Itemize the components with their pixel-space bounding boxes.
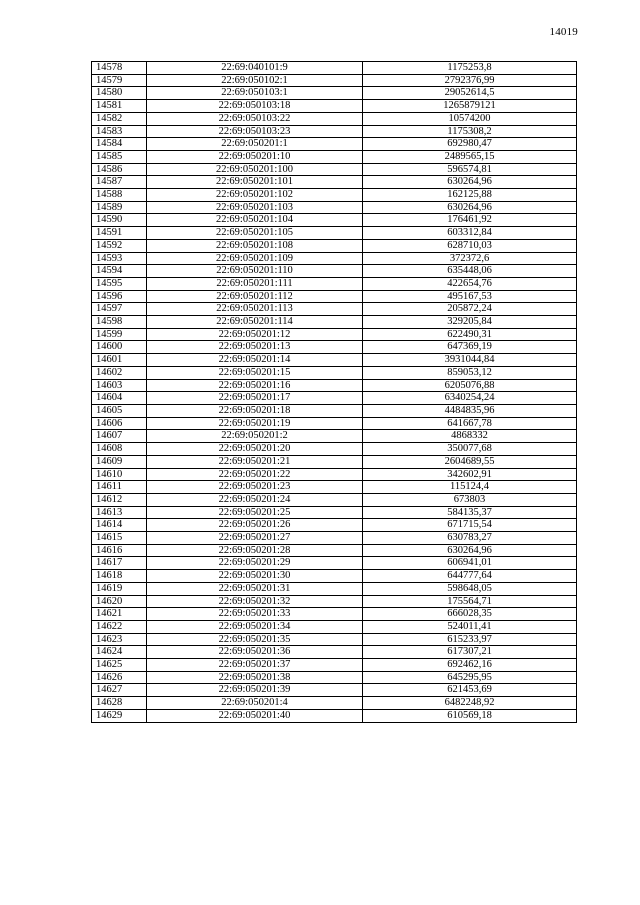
cadastral-number-cell: 22:69:050102:1 xyxy=(147,74,363,87)
cadastral-number-cell: 22:69:050201:114 xyxy=(147,316,363,329)
row-number-cell: 14581 xyxy=(92,100,147,113)
table-row xyxy=(92,532,577,545)
cadastral-value-cell: 584135,37 xyxy=(363,506,577,519)
row-number-cell: 14613 xyxy=(92,506,147,519)
cadastral-value-cell: 859053,12 xyxy=(363,366,577,379)
cadastral-number-cell: 22:69:050201:105 xyxy=(147,227,363,240)
cadastral-value-cell: 115124,4 xyxy=(363,481,577,494)
cadastral-number-cell: 22:69:050201:30 xyxy=(147,570,363,583)
cadastral-number-cell: 22:69:050201:40 xyxy=(147,709,363,722)
table-row xyxy=(92,430,577,443)
row-number-cell: 14587 xyxy=(92,176,147,189)
cadastral-number-cell: 22:69:050201:39 xyxy=(147,684,363,697)
cadastral-value-cell: 422654,76 xyxy=(363,277,577,290)
cadastral-value-cell: 495167,53 xyxy=(363,290,577,303)
row-number-cell: 14620 xyxy=(92,595,147,608)
cadastral-value-cell: 630783,27 xyxy=(363,532,577,545)
table-row xyxy=(92,570,577,583)
cadastral-number-cell: 22:69:050201:36 xyxy=(147,646,363,659)
cadastral-value-cell: 1175253,8 xyxy=(363,62,577,75)
table-row xyxy=(92,633,577,646)
cadastral-value-cell: 692462,16 xyxy=(363,659,577,672)
cadastral-value-cell: 615233,97 xyxy=(363,633,577,646)
cadastral-number-cell: 22:69:050201:20 xyxy=(147,443,363,456)
table-row xyxy=(92,646,577,659)
row-number-cell: 14611 xyxy=(92,481,147,494)
row-number-cell: 14580 xyxy=(92,87,147,100)
row-number-cell: 14609 xyxy=(92,455,147,468)
table-row xyxy=(92,392,577,405)
row-number-cell: 14606 xyxy=(92,417,147,430)
cadastral-value-cell: 2792376,99 xyxy=(363,74,577,87)
cadastral-value-cell: 628710,03 xyxy=(363,239,577,252)
row-number-cell: 14624 xyxy=(92,646,147,659)
table-row xyxy=(92,659,577,672)
cadastral-value-cell: 603312,84 xyxy=(363,227,577,240)
cadastral-number-cell: 22:69:050201:10 xyxy=(147,150,363,163)
cadastral-number-cell: 22:69:050201:4 xyxy=(147,697,363,710)
row-number-cell: 14625 xyxy=(92,659,147,672)
cadastral-number-cell: 22:69:050201:2 xyxy=(147,430,363,443)
table-row xyxy=(92,671,577,684)
cadastral-value-cell: 29052614,5 xyxy=(363,87,577,100)
table-row xyxy=(92,379,577,392)
cadastral-value-cell: 635448,06 xyxy=(363,265,577,278)
table-row xyxy=(92,100,577,113)
row-number-cell: 14626 xyxy=(92,671,147,684)
table-row xyxy=(92,252,577,265)
table-row xyxy=(92,582,577,595)
table-row xyxy=(92,87,577,100)
table-row xyxy=(92,709,577,722)
page-number: 14019 xyxy=(549,26,578,38)
row-number-cell: 14601 xyxy=(92,354,147,367)
table-row xyxy=(92,303,577,316)
cadastral-number-cell: 22:69:050201:28 xyxy=(147,544,363,557)
row-number-cell: 14600 xyxy=(92,341,147,354)
cadastral-number-cell: 22:69:050201:24 xyxy=(147,493,363,506)
cadastral-value-cell: 644777,64 xyxy=(363,570,577,583)
cadastral-number-cell: 22:69:050201:100 xyxy=(147,163,363,176)
table-row xyxy=(92,138,577,151)
table-row xyxy=(92,214,577,227)
cadastral-value-cell: 671715,54 xyxy=(363,519,577,532)
table-row xyxy=(92,74,577,87)
cadastral-number-cell: 22:69:050201:22 xyxy=(147,468,363,481)
row-number-cell: 14586 xyxy=(92,163,147,176)
table-row xyxy=(92,404,577,417)
cadastral-number-cell: 22:69:050201:29 xyxy=(147,557,363,570)
row-number-cell: 14579 xyxy=(92,74,147,87)
cadastral-value-cell: 176461,92 xyxy=(363,214,577,227)
cadastral-number-cell: 22:69:050201:31 xyxy=(147,582,363,595)
row-number-cell: 14589 xyxy=(92,201,147,214)
cadastral-number-cell: 22:69:050201:23 xyxy=(147,481,363,494)
table-row xyxy=(92,316,577,329)
row-number-cell: 14592 xyxy=(92,239,147,252)
cadastral-value-cell: 2489565,15 xyxy=(363,150,577,163)
table-row xyxy=(92,189,577,202)
cadastral-value-cell: 4868332 xyxy=(363,430,577,443)
row-number-cell: 14594 xyxy=(92,265,147,278)
row-number-cell: 14595 xyxy=(92,277,147,290)
cadastral-number-cell: 22:69:050201:16 xyxy=(147,379,363,392)
row-number-cell: 14591 xyxy=(92,227,147,240)
table-row xyxy=(92,341,577,354)
cadastral-value-cell: 598648,05 xyxy=(363,582,577,595)
row-number-cell: 14619 xyxy=(92,582,147,595)
cadastral-value-cell: 350077,68 xyxy=(363,443,577,456)
cadastral-value-cell: 3931044,84 xyxy=(363,354,577,367)
row-number-cell: 14607 xyxy=(92,430,147,443)
table-row xyxy=(92,620,577,633)
row-number-cell: 14614 xyxy=(92,519,147,532)
cadastral-value-cell: 175564,71 xyxy=(363,595,577,608)
row-number-cell: 14590 xyxy=(92,214,147,227)
cadastral-value-cell: 647369,19 xyxy=(363,341,577,354)
row-number-cell: 14593 xyxy=(92,252,147,265)
table-row xyxy=(92,150,577,163)
cadastral-number-cell: 22:69:050103:18 xyxy=(147,100,363,113)
cadastral-number-cell: 22:69:050201:32 xyxy=(147,595,363,608)
table-body xyxy=(92,62,577,723)
table-row xyxy=(92,290,577,303)
cadastral-value-cell: 692980,47 xyxy=(363,138,577,151)
cadastral-value-cell: 630264,96 xyxy=(363,176,577,189)
row-number-cell: 14602 xyxy=(92,366,147,379)
cadastral-number-cell: 22:69:050201:110 xyxy=(147,265,363,278)
table-row xyxy=(92,595,577,608)
cadastral-number-cell: 22:69:050201:13 xyxy=(147,341,363,354)
row-number-cell: 14584 xyxy=(92,138,147,151)
row-number-cell: 14585 xyxy=(92,150,147,163)
table-row xyxy=(92,328,577,341)
row-number-cell: 14596 xyxy=(92,290,147,303)
cadastral-number-cell: 22:69:050201:21 xyxy=(147,455,363,468)
table-row xyxy=(92,125,577,138)
table-row xyxy=(92,455,577,468)
table-row xyxy=(92,684,577,697)
table-row xyxy=(92,277,577,290)
row-number-cell: 14588 xyxy=(92,189,147,202)
cadastral-number-cell: 22:69:050201:33 xyxy=(147,608,363,621)
cadastral-number-cell: 22:69:050201:113 xyxy=(147,303,363,316)
table-row xyxy=(92,417,577,430)
cadastral-value-cell: 606941,01 xyxy=(363,557,577,570)
row-number-cell: 14578 xyxy=(92,62,147,75)
table-row xyxy=(92,176,577,189)
row-number-cell: 14621 xyxy=(92,608,147,621)
table-row xyxy=(92,506,577,519)
cadastral-number-cell: 22:69:050201:104 xyxy=(147,214,363,227)
table-row xyxy=(92,557,577,570)
table-row xyxy=(92,481,577,494)
cadastral-number-cell: 22:69:050201:17 xyxy=(147,392,363,405)
row-number-cell: 14583 xyxy=(92,125,147,138)
row-number-cell: 14605 xyxy=(92,404,147,417)
cadastral-value-cell: 641667,78 xyxy=(363,417,577,430)
cadastral-number-cell: 22:69:050103:1 xyxy=(147,87,363,100)
row-number-cell: 14615 xyxy=(92,532,147,545)
table-row xyxy=(92,519,577,532)
cadastral-number-cell: 22:69:050201:111 xyxy=(147,277,363,290)
cadastral-number-cell: 22:69:050201:12 xyxy=(147,328,363,341)
table-row xyxy=(92,608,577,621)
cadastral-number-cell: 22:69:050201:102 xyxy=(147,189,363,202)
row-number-cell: 14617 xyxy=(92,557,147,570)
cadastral-value-cell: 666028,35 xyxy=(363,608,577,621)
cadastral-value-cell: 630264,96 xyxy=(363,201,577,214)
row-number-cell: 14608 xyxy=(92,443,147,456)
table-row xyxy=(92,354,577,367)
cadastral-number-cell: 22:69:050201:1 xyxy=(147,138,363,151)
cadastral-number-cell: 22:69:050201:26 xyxy=(147,519,363,532)
cadastral-number-cell: 22:69:050201:38 xyxy=(147,671,363,684)
cadastral-number-cell: 22:69:050201:109 xyxy=(147,252,363,265)
table-row xyxy=(92,544,577,557)
cadastral-number-cell: 22:69:050201:108 xyxy=(147,239,363,252)
row-number-cell: 14582 xyxy=(92,112,147,125)
cadastral-value-cell: 1265879121 xyxy=(363,100,577,113)
cadastral-value-cell: 329205,84 xyxy=(363,316,577,329)
row-number-cell: 14599 xyxy=(92,328,147,341)
cadastral-value-cell: 372372,6 xyxy=(363,252,577,265)
cadastral-number-cell: 22:69:050201:27 xyxy=(147,532,363,545)
table-row xyxy=(92,366,577,379)
table-row xyxy=(92,62,577,75)
cadastral-value-cell: 6340254,24 xyxy=(363,392,577,405)
table-row xyxy=(92,239,577,252)
cadastral-value-cell: 630264,96 xyxy=(363,544,577,557)
row-number-cell: 14598 xyxy=(92,316,147,329)
cadastral-value-cell: 6205076,88 xyxy=(363,379,577,392)
table-row xyxy=(92,468,577,481)
table-row xyxy=(92,697,577,710)
table-row xyxy=(92,265,577,278)
cadastral-number-cell: 22:69:050201:34 xyxy=(147,620,363,633)
table-row xyxy=(92,201,577,214)
cadastral-number-cell: 22:69:050201:25 xyxy=(147,506,363,519)
cadastral-value-cell: 673803 xyxy=(363,493,577,506)
cadastral-value-table xyxy=(91,61,577,723)
cadastral-value-cell: 4484835,96 xyxy=(363,404,577,417)
row-number-cell: 14604 xyxy=(92,392,147,405)
cadastral-number-cell: 22:69:050201:101 xyxy=(147,176,363,189)
cadastral-number-cell: 22:69:050103:23 xyxy=(147,125,363,138)
cadastral-value-cell: 621453,69 xyxy=(363,684,577,697)
cadastral-number-cell: 22:69:050201:103 xyxy=(147,201,363,214)
cadastral-value-cell: 622490,31 xyxy=(363,328,577,341)
cadastral-number-cell: 22:69:050201:37 xyxy=(147,659,363,672)
row-number-cell: 14616 xyxy=(92,544,147,557)
cadastral-number-cell: 22:69:040101:9 xyxy=(147,62,363,75)
cadastral-value-cell: 645295,95 xyxy=(363,671,577,684)
row-number-cell: 14610 xyxy=(92,468,147,481)
cadastral-value-cell: 524011,41 xyxy=(363,620,577,633)
cadastral-value-cell: 162125,88 xyxy=(363,189,577,202)
row-number-cell: 14622 xyxy=(92,620,147,633)
cadastral-value-cell: 10574200 xyxy=(363,112,577,125)
cadastral-number-cell: 22:69:050201:14 xyxy=(147,354,363,367)
row-number-cell: 14628 xyxy=(92,697,147,710)
cadastral-value-cell: 205872,24 xyxy=(363,303,577,316)
cadastral-value-cell: 596574,81 xyxy=(363,163,577,176)
cadastral-value-cell: 1175308,2 xyxy=(363,125,577,138)
cadastral-number-cell: 22:69:050201:35 xyxy=(147,633,363,646)
cadastral-value-cell: 342602,91 xyxy=(363,468,577,481)
cadastral-number-cell: 22:69:050103:22 xyxy=(147,112,363,125)
table-row xyxy=(92,163,577,176)
cadastral-number-cell: 22:69:050201:15 xyxy=(147,366,363,379)
cadastral-number-cell: 22:69:050201:112 xyxy=(147,290,363,303)
cadastral-value-cell: 610569,18 xyxy=(363,709,577,722)
row-number-cell: 14627 xyxy=(92,684,147,697)
table-row xyxy=(92,443,577,456)
cadastral-value-cell: 617307,21 xyxy=(363,646,577,659)
row-number-cell: 14623 xyxy=(92,633,147,646)
table-row xyxy=(92,112,577,125)
cadastral-value-cell: 2604689,55 xyxy=(363,455,577,468)
cadastral-number-cell: 22:69:050201:18 xyxy=(147,404,363,417)
row-number-cell: 14629 xyxy=(92,709,147,722)
row-number-cell: 14597 xyxy=(92,303,147,316)
cadastral-value-cell: 6482248,92 xyxy=(363,697,577,710)
cadastral-number-cell: 22:69:050201:19 xyxy=(147,417,363,430)
row-number-cell: 14612 xyxy=(92,493,147,506)
row-number-cell: 14618 xyxy=(92,570,147,583)
table-row xyxy=(92,227,577,240)
row-number-cell: 14603 xyxy=(92,379,147,392)
table-row xyxy=(92,493,577,506)
